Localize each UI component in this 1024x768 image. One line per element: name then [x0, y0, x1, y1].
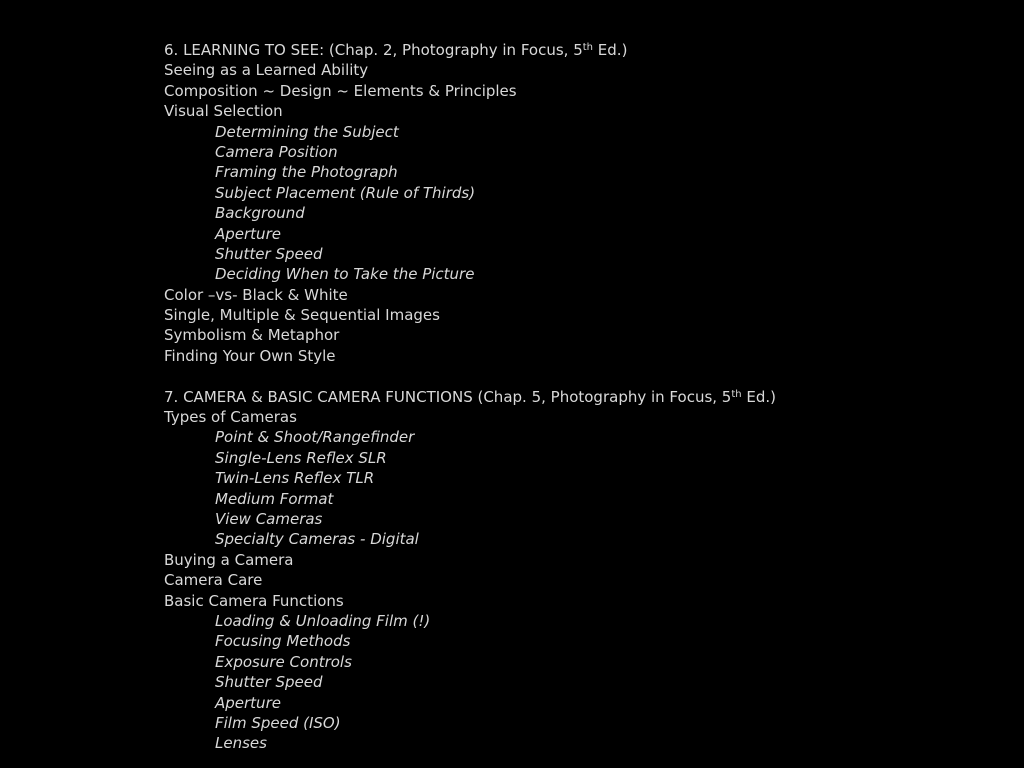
outline-item: Basic Camera Functions	[164, 591, 344, 610]
outline-subitem: Focusing Methods	[215, 632, 351, 651]
section-7-heading	[164, 387, 1004, 407]
section-6-heading-suffix: Ed.)	[593, 41, 628, 59]
outline-subitem: Framing the Photograph	[215, 163, 398, 182]
outline-subitem: Point & Shoot/Rangefinder	[215, 428, 415, 447]
outline-subitem: Aperture	[215, 224, 281, 243]
outline-subitem: Single-Lens Reflex SLR	[215, 448, 387, 467]
outline-subitem: Lenses	[215, 734, 267, 753]
section-7-heading-text: 7. CAMERA & BASIC CAMERA FUNCTIONS (Chap. 5, Photography in Focus, 5	[164, 387, 732, 406]
section-6-heading-text: 6. LEARNING TO SEE: (Chap. 2, Photography in Focus, 5	[164, 41, 583, 59]
outline-item: Types of Cameras	[164, 408, 297, 427]
outline-item: Composition ~ Design ~ Elements & Principles	[164, 81, 517, 100]
outline-subitem: Shutter Speed	[215, 673, 323, 692]
outline-subitem: Medium Format	[215, 489, 334, 508]
outline-item: Buying a Camera	[164, 550, 294, 569]
outline-item: Seeing as a Learned Ability	[164, 61, 369, 80]
outline-item: Color –vs- Black & White	[164, 285, 348, 304]
outline-subitem: Background	[215, 204, 305, 223]
outline-item: Single, Multiple & Sequential Images	[164, 306, 440, 325]
outline-item: Symbolism & Metaphor	[164, 326, 340, 345]
section-7-heading-superscript: th	[731, 388, 742, 400]
outline-subitem: Determining the Subject	[215, 122, 399, 141]
outline-subitem: Film Speed (ISO)	[215, 713, 341, 732]
outline-subitem: Exposure Controls	[215, 652, 352, 671]
section-7-heading-suffix: Ed.)	[741, 387, 777, 406]
outline-subitem: Subject Placement (Rule of Thirds)	[215, 183, 476, 202]
outline-subitem: Aperture	[215, 693, 281, 712]
slide-content	[164, 40, 1004, 754]
outline-subitem: Twin-Lens Reflex TLR	[215, 469, 375, 488]
section-6-heading-superscript: th	[582, 42, 594, 53]
section-6-heading	[164, 40, 1004, 60]
outline-subitem: Deciding When to Take the Picture	[215, 265, 475, 284]
outline-subitem: Loading & Unloading Film (!)	[215, 611, 431, 630]
outline-subitem: Shutter Speed	[215, 244, 323, 263]
outline-item: Camera Care	[164, 571, 263, 590]
outline-item: Visual Selection	[164, 102, 283, 121]
outline-subitem: View Cameras	[215, 509, 323, 528]
section-spacer	[164, 366, 1004, 386]
outline-subitem: Camera Position	[215, 142, 338, 161]
outline-subitem: Specialty Cameras - Digital	[215, 530, 419, 549]
outline-item: Finding Your Own Style	[164, 346, 336, 365]
